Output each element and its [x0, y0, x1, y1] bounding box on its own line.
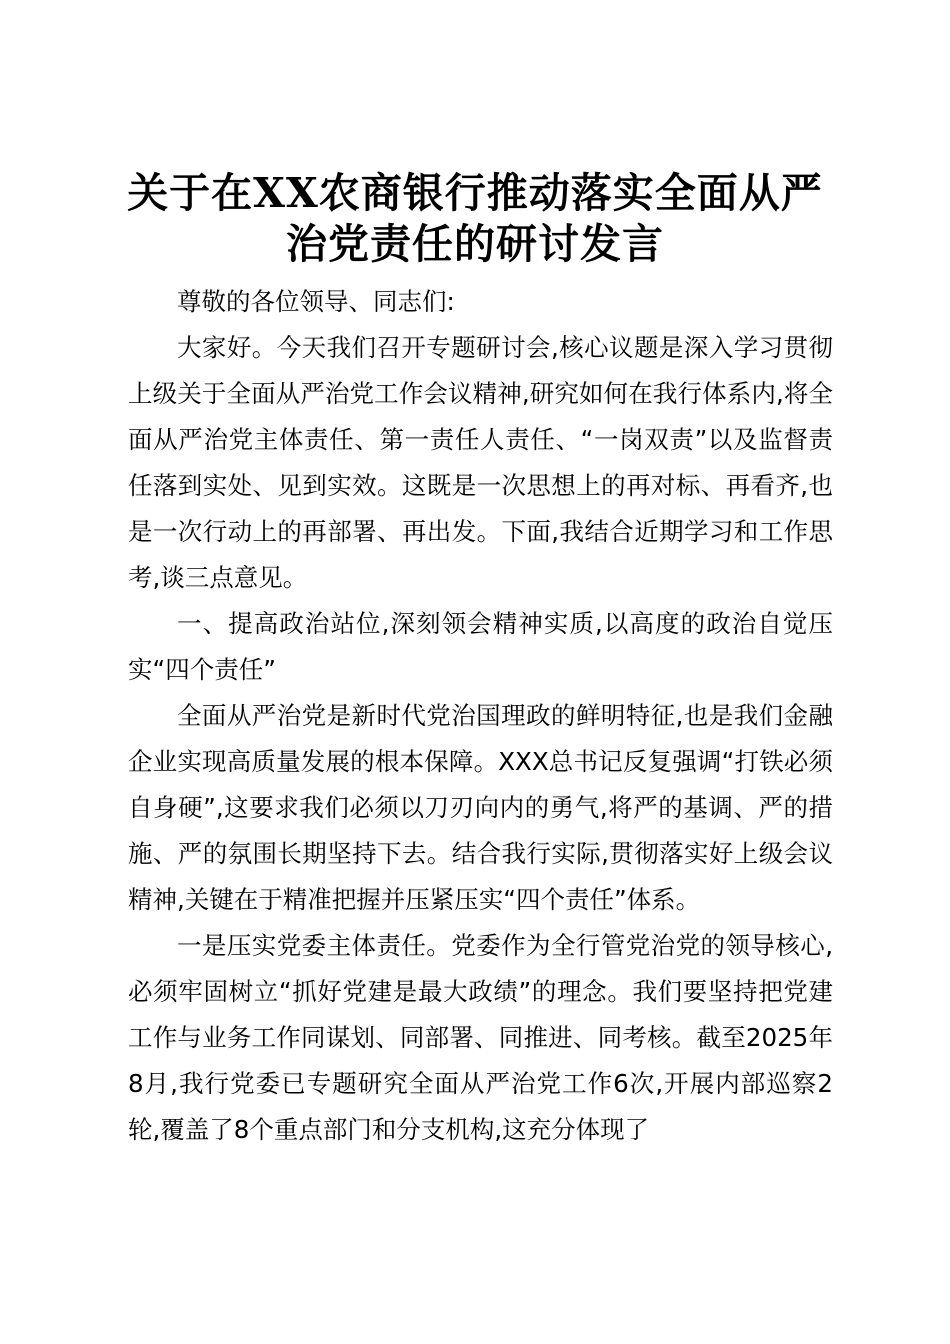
document-body — [128, 279, 833, 1153]
document-title: 关于在XX农商银行推动落实全面从严治党责任的研讨发言 — [127, 169, 823, 268]
section-heading-one: 一、提高政治站位,深刻领会精神实质,以高度的政治自觉压实“四个责任” — [128, 609, 833, 684]
paragraph-section-one-intro: 全面从严治党是新时代党治国理政的鲜明特征,也是我们金融企业实现高质量发展的根本保障。XXX总书记反复强调“打铁必须自身硬”,这要求我们必须以刀刃向内的勇气,将严的基调、严的措施、严的氛围长期坚持下去。结合我行实际,贯彻落实好上级会议精神,关键在于精准把握并压紧压实“四个责任”体系。 — [128, 701, 833, 914]
paragraph-party-committee-responsibility: 一是压实党委主体责任。党委作为全行管党治党的领导核心,必须牢固树立“抓好党建是最大政绩”的理念。我们要坚持把党建工作与业务工作同谋划、同部署、同推进、同考核。截至2025年8月,我行党委已专题研究全面从严治党工作6次,开展内部巡察2轮,覆盖了8个重点部门和分支机构,这充分体现了 — [128, 931, 833, 1144]
salutation: 尊敬的各位领导、同志们: — [177, 287, 455, 316]
paragraph-opening: 大家好。今天我们召开专题研讨会,核心议题是深入学习贯彻上级关于全面从严治党工作会议精神,研究如何在我行体系内,将全面从严治党主体责任、第一责任人责任、“一岗双责”以及监督责任落到实处、见到实效。这既是一次思想上的再对标、再看齐,也是一次行动上的再部署、再出发。下面,我结合近期学习和工作思考,谈三点意见。 — [128, 333, 833, 592]
